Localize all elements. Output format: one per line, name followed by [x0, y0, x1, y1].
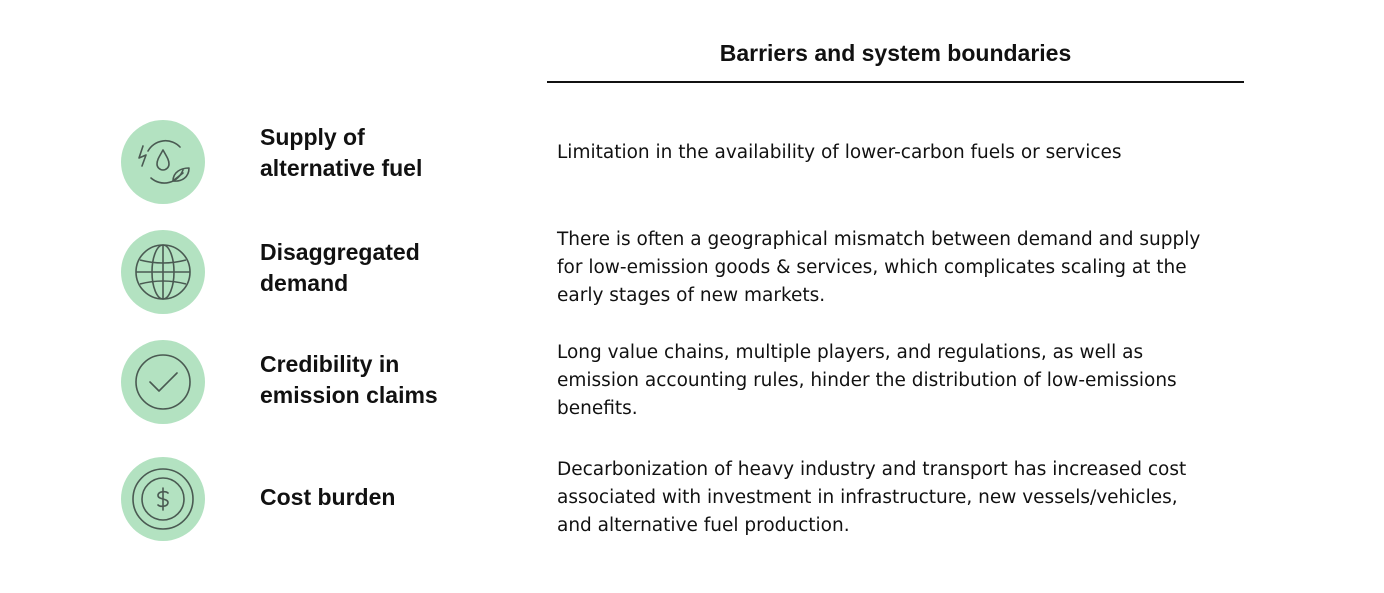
barrier-description: Decarbonization of heavy industry and transport has increased cost associated with investment in infrastructure, new vessels/vehicles, and alternative fuel production.: [557, 459, 1187, 536]
barrier-description: Long value chains, multiple players, and regulations, as well as emission accounting rules, hinder the distribution of low-emissions benefits.: [557, 342, 1177, 419]
barrier-label: Disaggregated demand: [260, 239, 420, 296]
barrier-label: Credibility in emission claims: [260, 351, 438, 408]
dollar-coin-icon: [121, 457, 205, 541]
fuel-cycle-icon: [121, 120, 205, 204]
barrier-description: Limitation in the availability of lower-carbon fuels or services: [557, 142, 1122, 163]
page-title: Barriers and system boundaries: [719, 40, 1072, 66]
barrier-label: Supply of alternative fuel: [260, 124, 423, 181]
header-divider: [547, 81, 1244, 83]
globe-icon: [121, 230, 205, 314]
checkmark-icon: [121, 340, 205, 424]
barrier-label: Cost burden: [260, 484, 396, 510]
barrier-description: There is often a geographical mismatch between demand and supply for low-emission goods & services, which complicates scaling at the early stages of new markets.: [557, 229, 1201, 306]
